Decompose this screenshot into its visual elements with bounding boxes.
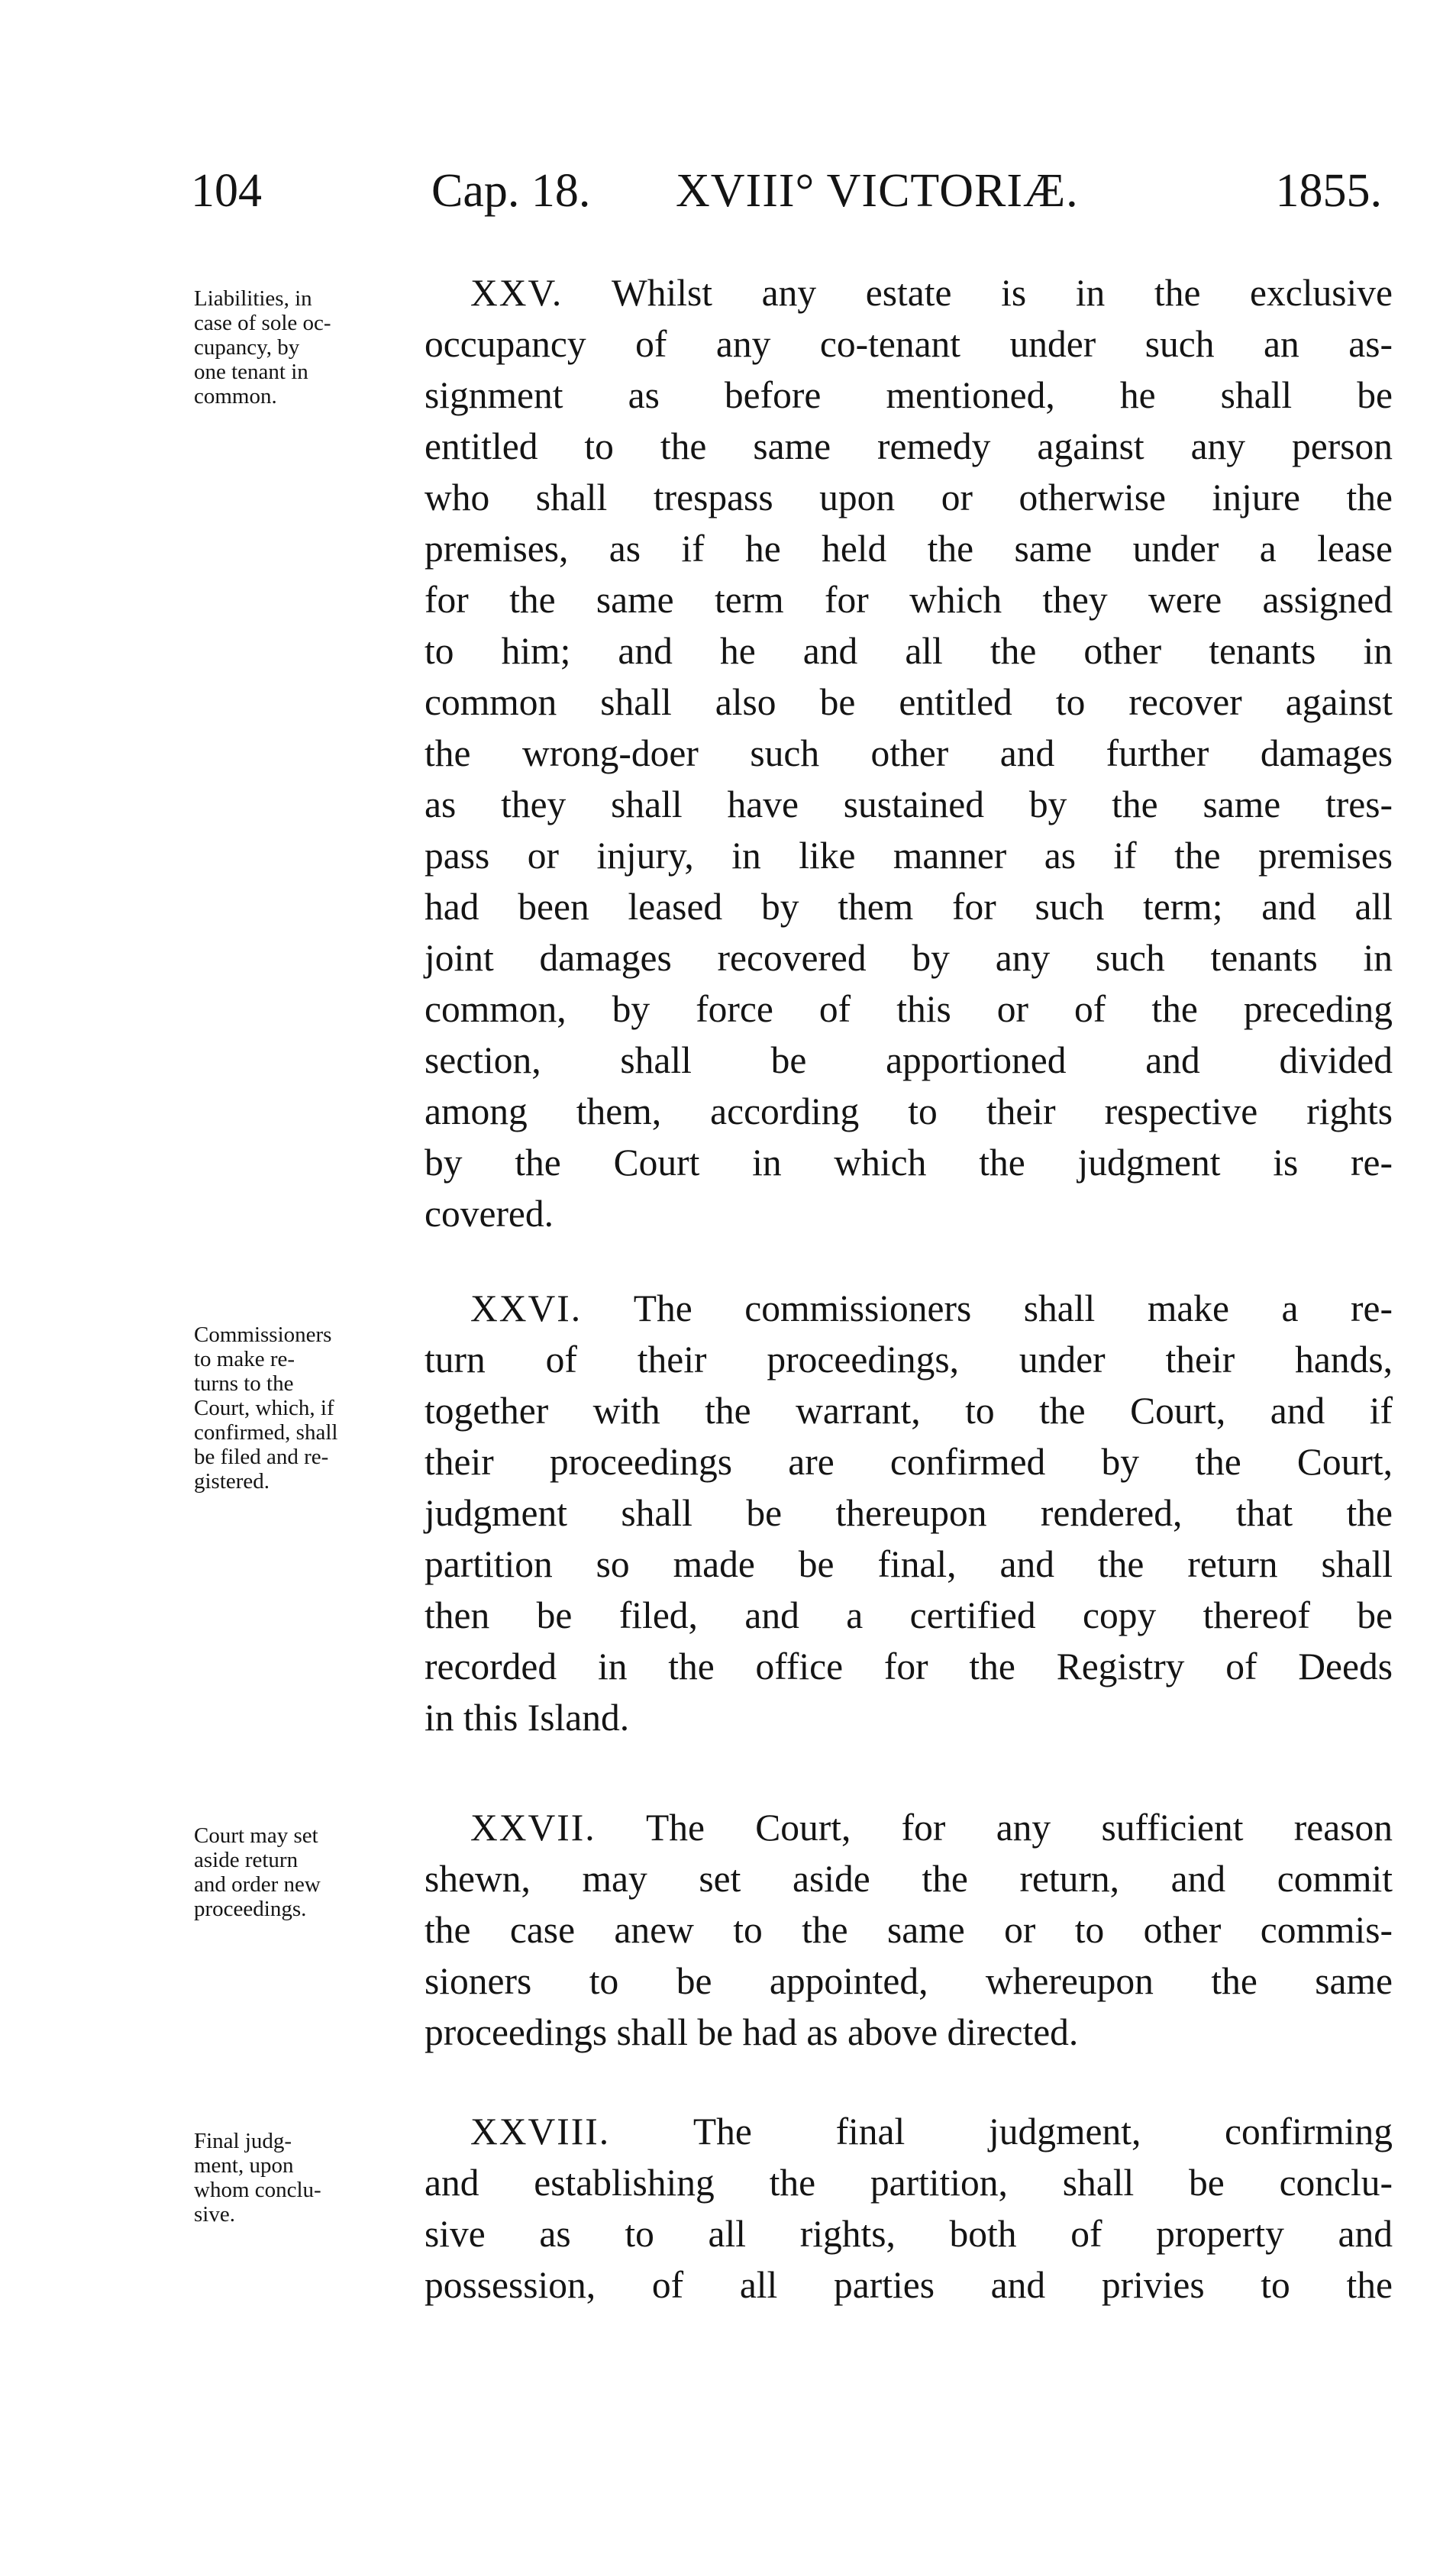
body-line: XXVII. The Court, for any sufficient reason: [470, 1807, 1393, 1849]
body-line: occupancy of any co-tenant under such an as-: [425, 323, 1393, 365]
body-line: among them, according to their respective rights: [425, 1090, 1393, 1132]
note-line: case of sole oc-: [194, 311, 331, 335]
note-line: proceedings.: [194, 1897, 307, 1921]
body-line: sioners to be appointed, whereupon the same: [425, 1960, 1393, 2002]
marginal-note: [194, 2129, 415, 2227]
section-number: XXV.: [470, 272, 563, 314]
body-line: XXV. Whilst any estate is in the exclusive: [470, 272, 1393, 314]
body-line: possession, of all parties and privies to the: [425, 2264, 1393, 2306]
body-line: by the Court in which the judgment is re-: [425, 1142, 1393, 1184]
body-line: judgment shall be thereupon rendered, that the: [425, 1492, 1393, 1534]
section-body: [425, 1283, 1393, 1743]
note-line: be filed and re-: [194, 1445, 329, 1469]
body-line: joint damages recovered by any such tenants in: [425, 937, 1393, 979]
note-line: aside return: [194, 1848, 299, 1872]
note-line: Final judg-: [194, 2129, 292, 2153]
body-line: sive as to all rights, both of property and: [425, 2213, 1393, 2255]
note-line: to make re-: [194, 1347, 295, 1371]
section-number: XXVIII.: [470, 2111, 611, 2153]
section-number: XXVI.: [470, 1287, 583, 1329]
note-line: gistered.: [194, 1469, 270, 1494]
note-line: turns to the: [194, 1371, 294, 1396]
body-line: shewn, may set aside the return, and commit: [425, 1858, 1393, 1900]
page-header: [191, 164, 1382, 225]
body-line: their proceedings are confirmed by the Court,: [425, 1441, 1393, 1483]
body-line: premises, as if he held the same under a lease: [425, 528, 1393, 570]
body-line: signment as before mentioned, he shall be: [425, 374, 1393, 416]
body-line: for the same term for which they were assigned: [425, 579, 1393, 621]
note-line: Liabilities, in: [194, 286, 312, 311]
body-line: XXVIII. The final judgment, confirming: [470, 2111, 1393, 2153]
body-line: common, by force of this or of the preceding: [425, 988, 1393, 1030]
body-line: XXVI. The commissioners shall make a re-: [470, 1287, 1393, 1329]
year-label: 1855.: [1275, 165, 1382, 217]
section-body: [425, 267, 1393, 1239]
note-line: Court may set: [194, 1823, 318, 1848]
note-line: whom conclu-: [194, 2178, 321, 2202]
note-line: and order new: [194, 1872, 321, 1897]
body-line: as they shall have sustained by the same tres-: [425, 783, 1393, 825]
body-line: entitled to the same remedy against any person: [425, 425, 1393, 467]
note-line: confirmed, shall: [194, 1420, 338, 1445]
body-line: had been leased by them for such term; and all: [425, 886, 1393, 928]
marginal-note: [194, 1323, 415, 1494]
body-line: common shall also be entitled to recover against: [425, 681, 1393, 723]
section-body: [425, 1802, 1393, 2058]
note-line: Court, which, if: [194, 1396, 334, 1420]
body-line: turn of their proceedings, under their hands,: [425, 1339, 1393, 1381]
note-line: one tenant in: [194, 360, 308, 384]
marginal-note: [194, 1823, 415, 1921]
chapter-label: Cap. 18.: [431, 165, 591, 217]
body-line: in this Island.: [425, 1697, 630, 1739]
body-line: together with the warrant, to the Court, and if: [425, 1390, 1393, 1432]
body-line: to him; and he and all the other tenants in: [425, 630, 1393, 672]
section-number: XXVII.: [470, 1807, 596, 1849]
body-line: covered.: [425, 1193, 554, 1235]
body-line: who shall trespass upon or otherwise injure the: [425, 476, 1393, 518]
note-line: common.: [194, 384, 277, 409]
page-number: 104: [191, 165, 262, 217]
marginal-note: [194, 286, 415, 409]
body-line: the case anew to the same or to other commis-: [425, 1909, 1393, 1951]
running-title: XVIII° VICTORIÆ.: [676, 165, 1079, 217]
note-line: cupancy, by: [194, 335, 300, 360]
body-line: partition so made be final, and the return shall: [425, 1543, 1393, 1585]
note-line: ment, upon: [194, 2153, 294, 2178]
body-line: pass or injury, in like manner as if the premises: [425, 835, 1393, 877]
body-line: section, shall be apportioned and divided: [425, 1039, 1393, 1081]
body-line: recorded in the office for the Registry of Deeds: [425, 1645, 1393, 1687]
body-line: the wrong-doer such other and further damages: [425, 732, 1393, 774]
note-line: sive.: [194, 2202, 235, 2227]
body-line: and establishing the partition, shall be conclu-: [425, 2162, 1393, 2204]
body-line: proceedings shall be had as above directed.: [425, 2011, 1079, 2053]
note-line: Commissioners: [194, 1323, 332, 1347]
body-line: then be filed, and a certified copy thereof be: [425, 1594, 1393, 1636]
section-body: [425, 2106, 1393, 2311]
